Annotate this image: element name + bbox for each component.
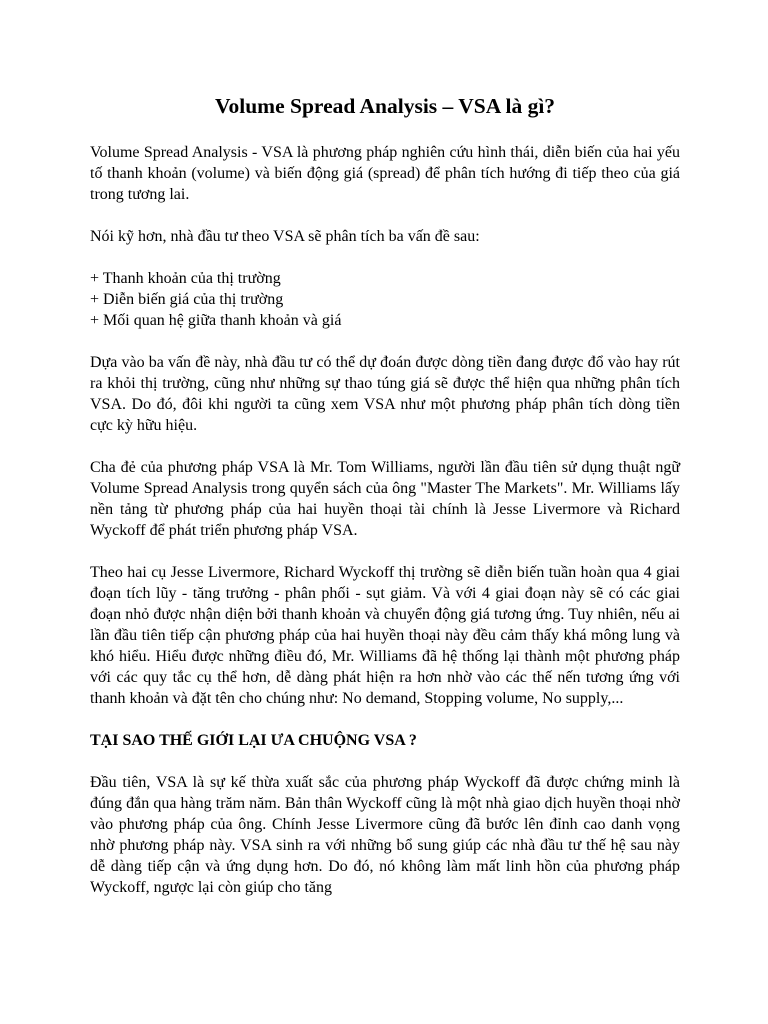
paragraph-intro: Volume Spread Analysis - VSA là phương pháp nghiên cứu hình thái, diễn biến của hai yếu tố thanh khoản (volume) và biến động giá (spread) để phân tích hướng đi tiếp theo của giá trong tương lai. — [90, 144, 680, 203]
list-item: + Mối quan hệ giữa thanh khoản và giá — [90, 312, 342, 329]
section-heading: TẠI SAO THẾ GIỚI LẠI ƯA CHUỘNG VSA ? — [90, 732, 417, 749]
list-item: + Diễn biến giá của thị trường — [90, 291, 284, 308]
paragraph-market-phases: Theo hai cụ Jesse Livermore, Richard Wyckoff thị trường sẽ diễn biến tuần hoàn qua 4 giai đoạn tích lũy - tăng trưởng - phân phối - sụt giảm. Và với 4 giai đoạn này sẽ có các giai đoạn nhỏ được nhận diện bởi thanh khoản và chuyển động giá tương ứng. Tuy nhiên, nếu ai lần đầu tiên tiếp cận phương pháp của hai huyền thoại này đều cảm thấy khá mông lung và khó hiểu. Hiểu được những điều đó, Mr. Williams đã hệ thống lại thành một phương pháp với các quy tắc cụ thể hơn, dễ dàng phát hiện ra hơn nhờ vào các thế nến tương ứng với thanh khoản và đặt tên cho chúng như: No demand, Stopping volume, No supply,... — [90, 564, 680, 707]
paragraph-founder: Cha đẻ của phương pháp VSA là Mr. Tom Williams, người lần đầu tiên sử dụng thuật ngữ Volume Spread Analysis trong quyển sách của ông "Master The Markets". Mr. Williams lấy nền tảng từ phương pháp của hai huyền thoại tài chính là Jesse Livermore và Richard Wyckoff để phát triển phương pháp VSA. — [90, 459, 680, 539]
paragraph-three-issues: Nói kỹ hơn, nhà đầu tư theo VSA sẽ phân tích ba vấn đề sau: — [90, 228, 480, 245]
issues-list — [90, 268, 680, 331]
document-title: Volume Spread Analysis – VSA là gì? — [214, 94, 556, 118]
list-item: + Thanh khoản của thị trường — [90, 270, 281, 287]
paragraph-why-vsa: Đầu tiên, VSA là sự kế thừa xuất sắc của phương pháp Wyckoff đã được chứng minh là đúng đắn qua hàng trăm năm. Bản thân Wyckoff cũng là một nhà giao dịch huyền thoại nhờ vào phương pháp của ông. Chính Jesse Livermore cũng đã bước lên đỉnh cao danh vọng nhờ phương pháp này. VSA sinh ra với những bổ sung giúp các nhà đầu tư thế hệ sau này dễ dàng tiếp cận và ứng dụng hơn. Do đó, nó không làm mất linh hồn của phương pháp Wyckoff, ngược lại còn giúp cho tăng — [90, 774, 680, 896]
paragraph-cash-flow: Dựa vào ba vấn đề này, nhà đầu tư có thể dự đoán được dòng tiền đang được đổ vào hay rút ra khỏi thị trường, cũng như những sự thao túng giá sẽ được thể hiện qua những phân tích VSA. Do đó, đôi khi người ta cũng xem VSA như một phương pháp phân tích dòng tiền cực kỳ hữu hiệu. — [90, 354, 680, 434]
